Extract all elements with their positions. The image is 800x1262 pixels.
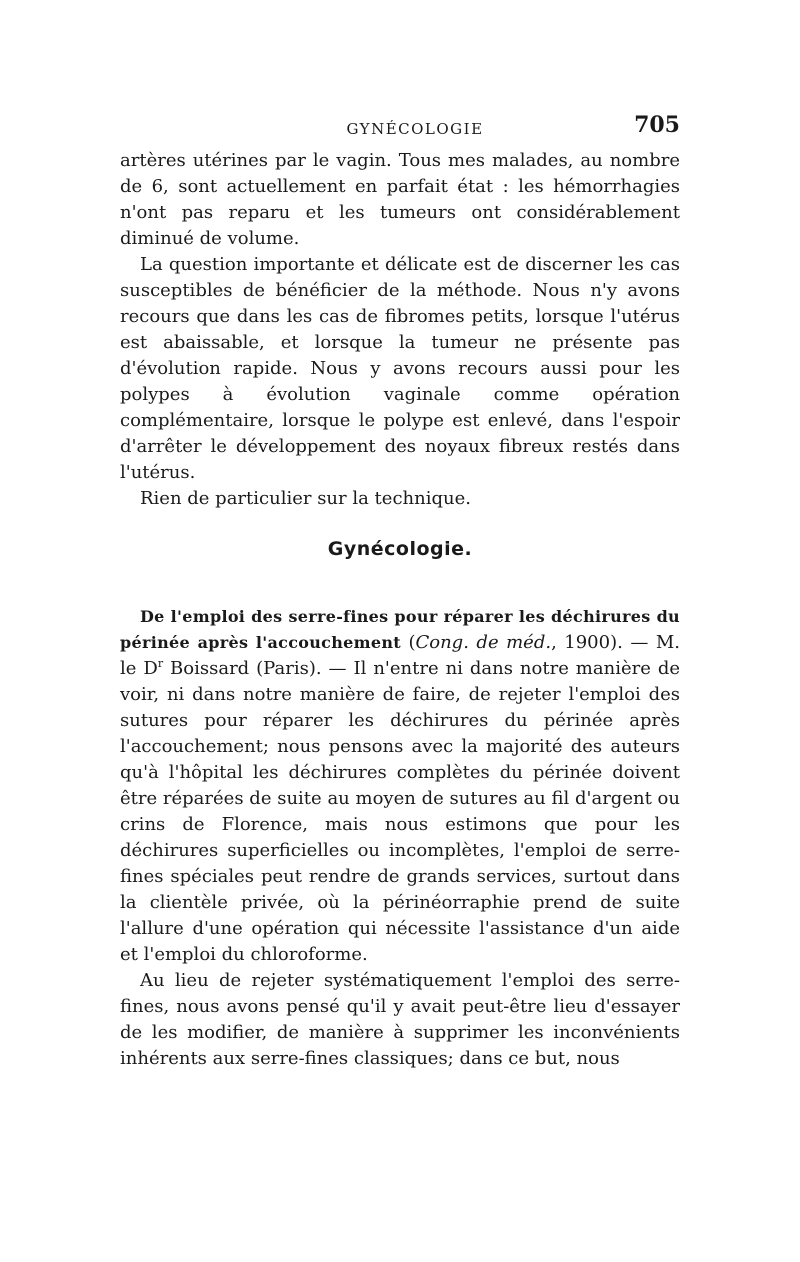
running-title: GYNÉCOLOGIE bbox=[346, 120, 484, 138]
author-rest: Boissard (Paris). — bbox=[163, 658, 347, 679]
author-prefix: M. le D bbox=[120, 632, 680, 679]
section-heading: Gynécologie. bbox=[327, 538, 473, 560]
article-first-paragraph bbox=[120, 604, 680, 968]
page-number: 705 bbox=[634, 112, 680, 138]
article-body-text: Il n'entre ni dans notre manière de voir, ni dans notre manière de faire, de rejeter l'emploi des sutures pour réparer les déchirures du périnée après l'accouchement; nous pensons avec la majorité des auteurs qu'à l'hôpital les déchirures complètes du périnée doivent être réparées de suite au moyen de sutures au fil d'argent ou crins de Florence, mais nous estimons que pour les déchirures superficielles ou incomplètes, l'emploi de serre-fines spéciales peut rendre de grands services, surtout dans la clientèle privée, où la périnéorraphie prend de suite l'allure d'une opération qui nécessite l'assistance d'un aide et l'emploi du chloroforme. bbox=[120, 658, 681, 965]
article bbox=[120, 604, 680, 1072]
article-reference: Cong. de méd. bbox=[415, 632, 552, 653]
reference-rest: , 1900). — bbox=[551, 632, 649, 653]
article-second-paragraph: Au lieu de rejeter systématiquement l'emploi des serre-fines, nous avons pensé qu'il y avait peut-être lieu d'essayer de les modifier, de manière à supprimer les inconvénients inhérents aux serre-fines classiques; dans ce but, nous bbox=[120, 970, 680, 1069]
running-head bbox=[120, 112, 680, 146]
paragraph-method: La question importante et délicate est de discerner les cas susceptibles de bénéficier de la méthode. Nous n'y avons recours que dans les cas de fibromes petits, lorsque l'utérus est abaissable, et lorsque la tumeur ne présente pas d'évolution rapide. Nous y avons recours aussi pour les polypes à évolution vaginale comme opération complémentaire, lorsque le polype est enlevé, dans l'espoir d'arrêter le développement des noyaux fibreux restés dans l'utérus. bbox=[120, 254, 680, 483]
paragraph-continuation: artères utérines par le vagin. Tous mes malades, au nombre de 6, sont actuellement en parfait état : les hémorrhagies n'ont pas reparu et les tumeurs ont considérablement diminué de volume. bbox=[120, 150, 680, 249]
article-title: De l'emploi des serre-fines pour réparer les déchirures du périnée après l'accouchement bbox=[120, 607, 680, 652]
author-sup: r bbox=[157, 657, 164, 670]
paragraph-technique: Rien de particulier sur la technique. bbox=[140, 488, 471, 509]
previous-article-text bbox=[120, 148, 680, 512]
reference-open: ( bbox=[408, 632, 416, 653]
